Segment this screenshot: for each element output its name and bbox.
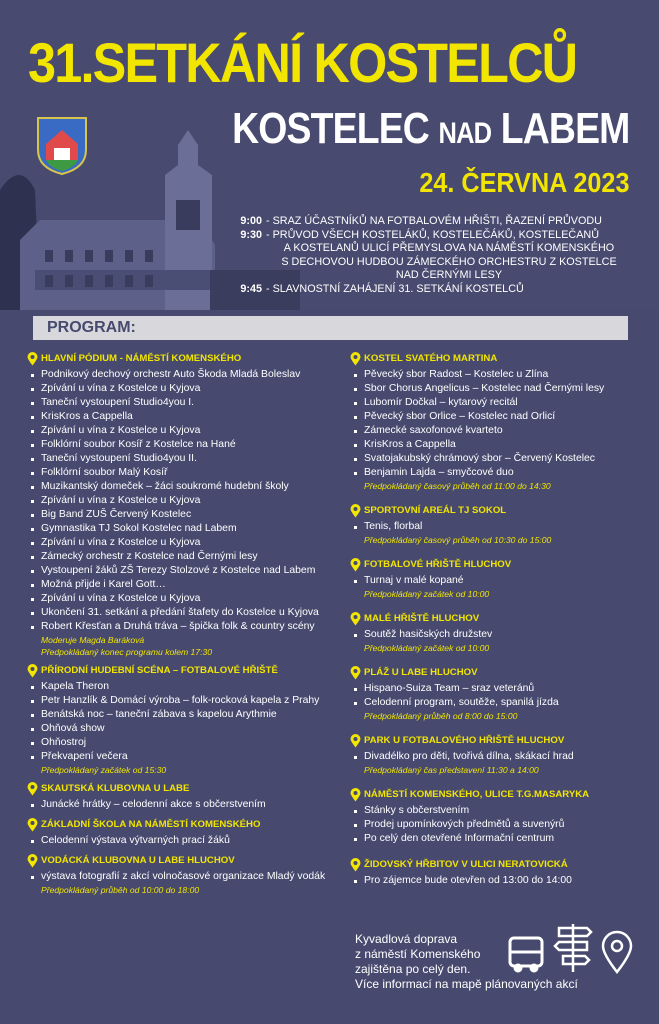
program-section bbox=[27, 854, 327, 896]
section-heading bbox=[350, 352, 640, 366]
program-item: Podnikový dechový orchestr Auto Škoda Mladá Boleslav bbox=[27, 368, 327, 382]
program-item: Svatojakubský chrámový sbor – Červený Kostelec bbox=[350, 452, 640, 466]
section-note: Předpokládaný začátek od 15:30 bbox=[41, 765, 167, 775]
program-item: Prodej upomínkových předmětů a suvenýrů bbox=[350, 818, 640, 832]
program-item: Gymnastika TJ Sokol Kostelec nad Labem bbox=[27, 522, 327, 536]
section-items bbox=[27, 368, 327, 634]
section-heading bbox=[350, 788, 640, 802]
program-item: Robert Křesťan a Druhá tráva – špička folk & country scény bbox=[27, 620, 327, 634]
location-pin-icon bbox=[27, 352, 38, 366]
schedule-time: 9:30 bbox=[240, 228, 262, 241]
transport-line: zajištěna po celý den. bbox=[355, 962, 471, 976]
program-item: Po celý den otevřené Informační centrum bbox=[350, 832, 640, 846]
section-title: PARK U FOTBALOVÉHO HŘIŠTĚ HLUCHOV bbox=[364, 735, 565, 746]
program-item: Zpívání u vína z Kostelce u Kyjova bbox=[27, 592, 327, 606]
section-title: ŽIDOVSKÝ HŘBITOV V ULICI NERATOVICKÁ bbox=[364, 859, 568, 870]
section-items bbox=[350, 750, 640, 764]
section-items bbox=[27, 680, 327, 764]
signpost-icon bbox=[555, 924, 591, 972]
program-item: výstava fotografií z akcí volnočasové organizace Mladý vodák bbox=[27, 870, 327, 884]
town-name-end: LABEM bbox=[500, 104, 629, 153]
section-note: Předpokládaný čas představení 11:30 a 14:00 bbox=[364, 765, 539, 775]
program-item: Petr Hanzlík & Domácí výroba – folk-rocková kapela z Prahy bbox=[27, 694, 327, 708]
program-section bbox=[350, 734, 640, 776]
section-heading bbox=[27, 352, 327, 366]
section-items bbox=[27, 870, 327, 884]
location-pin-icon bbox=[27, 818, 38, 832]
section-items bbox=[27, 834, 327, 848]
program-item: Sbor Chorus Angelicus – Kostelec nad Černými lesy bbox=[350, 382, 640, 396]
program-section bbox=[27, 782, 327, 812]
schedule-text: S DECHOVOU HUDBOU ZÁMECKÉHO ORCHESTRU Z KOSTELCE bbox=[281, 255, 617, 268]
program-section bbox=[27, 664, 327, 776]
section-title: SKAUTSKÁ KLUBOVNA U LABE bbox=[41, 783, 190, 794]
program-item: Ohňostroj bbox=[27, 736, 327, 750]
section-note: Předpokládaný začátek od 10:00 bbox=[364, 589, 490, 599]
hero bbox=[0, 0, 659, 310]
section-note: Předpokládaný začátek od 10:00 bbox=[364, 643, 490, 653]
section-heading bbox=[350, 666, 640, 680]
program-item: Taneční vystoupení Studio4you II. bbox=[27, 452, 327, 466]
program-section bbox=[350, 558, 640, 600]
section-items bbox=[27, 798, 327, 812]
location-pin-icon bbox=[350, 612, 361, 626]
section-note: Předpokládaný časový průběh od 11:00 do 14:30 bbox=[364, 481, 551, 491]
location-pin-icon bbox=[27, 782, 38, 796]
program-item: Pěvecký sbor Orlice – Kostelec nad Orlicí bbox=[350, 410, 640, 424]
section-title: MALÉ HŘIŠTĚ HLUCHOV bbox=[364, 613, 480, 624]
section-title: SPORTOVNÍ AREÁL TJ SOKOL bbox=[364, 505, 507, 516]
schedule-row bbox=[236, 269, 632, 283]
program-item: Zpívání u vína z Kostelce u Kyjova bbox=[27, 424, 327, 438]
section-items bbox=[350, 682, 640, 710]
schedule-time: 9:00 bbox=[240, 215, 262, 227]
schedule-time bbox=[236, 242, 266, 256]
section-heading bbox=[350, 504, 640, 518]
program-item: Soutěž hasičských družstev bbox=[350, 628, 640, 642]
schedule-time bbox=[236, 256, 266, 270]
program-item: Tenis, florbal bbox=[350, 520, 640, 534]
section-heading bbox=[350, 612, 640, 626]
location-pin-icon bbox=[350, 666, 361, 680]
section-title: ZÁKLADNÍ ŠKOLA NA NÁMĚSTÍ KOMENSKÉHO bbox=[41, 819, 261, 830]
transport-line: Více informací na mapě plánovaných akcí bbox=[355, 977, 578, 991]
section-items bbox=[350, 368, 640, 480]
schedule-text: - PRŮVOD VŠECH KOSTELÁKŮ, KOSTELEČÁKŮ, KOSTELEČANŮ bbox=[266, 228, 599, 241]
program-section bbox=[350, 504, 640, 546]
program-item: Pro zájemce bude otevřen od 13:00 do 14:00 bbox=[350, 874, 640, 888]
program-section bbox=[350, 666, 640, 722]
program-item: Celodenní program, soutěže, spanilá jízda bbox=[350, 696, 640, 710]
location-pin-icon bbox=[350, 558, 361, 572]
schedule-row bbox=[236, 229, 632, 243]
section-heading bbox=[27, 854, 327, 868]
section-title: PLÁŽ U LABE HLUCHOV bbox=[364, 667, 478, 678]
program-item: Zpívání u vína z Kostelce u Kyjova bbox=[27, 494, 327, 508]
program-item: Zámecký orchestr z Kostelce nad Černými lesy bbox=[27, 550, 327, 564]
program-item: Pěvecký sbor Radost – Kostelec u Zlína bbox=[350, 368, 640, 382]
program-item: Ohňová show bbox=[27, 722, 327, 736]
program-item: Turnaj v malé kopané bbox=[350, 574, 640, 588]
schedule-text: - SRAZ ÚČASTNÍKŮ NA FOTBALOVÉM HŘIŠTI, ŘAZENÍ PRŮVODU bbox=[266, 215, 602, 227]
program-left-column bbox=[27, 352, 327, 902]
program-item: Kapela Theron bbox=[27, 680, 327, 694]
section-note: Předpokládaný časový průběh od 10:30 do 15:00 bbox=[364, 535, 552, 545]
section-heading bbox=[27, 818, 327, 832]
section-title: VODÁCKÁ KLUBOVNA U LABE HLUCHOV bbox=[41, 855, 235, 866]
program-item: KrisKros a Cappella bbox=[27, 410, 327, 424]
program-section bbox=[27, 352, 327, 658]
program-section bbox=[350, 788, 640, 846]
section-items bbox=[350, 520, 640, 534]
section-heading bbox=[350, 734, 640, 748]
program-section bbox=[27, 818, 327, 848]
section-title: KOSTEL SVATÉHO MARTINA bbox=[364, 353, 498, 364]
section-title: FOTBALOVÉ HŘIŠTĚ HLUCHOV bbox=[364, 559, 512, 570]
town-name-main: KOSTELEC bbox=[231, 104, 429, 153]
program-item: Zámecké saxofonové kvarteto bbox=[350, 424, 640, 438]
transport-line: z náměstí Komenského bbox=[355, 947, 481, 961]
town-name bbox=[232, 104, 629, 154]
location-pin-icon bbox=[350, 858, 361, 872]
program-item: KrisKros a Cappella bbox=[350, 438, 640, 452]
location-pin-icon bbox=[350, 352, 361, 366]
section-heading bbox=[350, 558, 640, 572]
section-items bbox=[350, 628, 640, 642]
location-pin-icon bbox=[27, 664, 38, 678]
program-item: Divadélko pro děti, tvořivá dílna, skákací hrad bbox=[350, 750, 640, 764]
section-heading bbox=[350, 858, 640, 872]
section-title: PŘÍRODNÍ HUDEBNÍ SCÉNA – FOTBALOVÉ HŘIŠTĚ bbox=[41, 665, 278, 676]
program-item: Junácké hrátky – celodenní akce s občerstvením bbox=[27, 798, 327, 812]
program-item: Vystoupení žáků ZŠ Terezy Stolzové z Kostelce nad Labem bbox=[27, 564, 327, 578]
section-note: Předpokládaný průběh od 10:00 do 18:00 bbox=[41, 885, 200, 895]
program-item: Překvapení večera bbox=[27, 750, 327, 764]
schedule-row bbox=[236, 283, 632, 297]
section-note: Předpokládaný konec programu kolem 17:30 bbox=[41, 647, 213, 657]
schedule-row bbox=[236, 215, 632, 229]
location-pin-icon bbox=[350, 788, 361, 802]
section-heading bbox=[27, 664, 327, 678]
schedule-time: 9:45 bbox=[240, 282, 262, 295]
program-item: Zpívání u vína z Kostelce u Kyjova bbox=[27, 382, 327, 396]
bus-icon bbox=[510, 938, 542, 971]
program-section bbox=[350, 352, 640, 492]
section-items bbox=[350, 874, 640, 888]
program-item: Hispano-Suiza Team – sraz veteránů bbox=[350, 682, 640, 696]
section-note: Předpokládaný průběh od 8:00 do 15:00 bbox=[364, 711, 518, 721]
program-item: Benátská noc – taneční zábava s kapelou Arythmie bbox=[27, 708, 327, 722]
program-item: Ukončení 31. setkání a předání štafety do Kostelce u Kyjova bbox=[27, 606, 327, 620]
map-pin-icon bbox=[603, 932, 631, 972]
location-pin-icon bbox=[350, 504, 361, 518]
schedule-text: - SLAVNOSTNÍ ZAHÁJENÍ 31. SETKÁNÍ KOSTELCŮ bbox=[266, 282, 524, 295]
event-title: 31.SETKÁNÍ KOSTELCŮ bbox=[28, 31, 577, 94]
schedule bbox=[236, 215, 632, 297]
program-item: Lubomír Dočkal – kytarový recitál bbox=[350, 396, 640, 410]
program-right-column bbox=[350, 352, 640, 900]
section-title: NÁMĚSTÍ KOMENSKÉHO, ULICE T.G.MASARYKA bbox=[364, 789, 590, 800]
program-item: Benjamin Lajda – smyčcové duo bbox=[350, 466, 640, 480]
program-item: Taneční vystoupení Studio4you I. bbox=[27, 396, 327, 410]
program-section bbox=[350, 612, 640, 654]
section-items bbox=[350, 574, 640, 588]
program-item: Muzikantský domeček – žáci soukromé hudební školy bbox=[27, 480, 327, 494]
program-item: Stánky s občerstvením bbox=[350, 804, 640, 818]
program-item: Folklórní soubor Kosíř z Kostelce na Hané bbox=[27, 438, 327, 452]
section-heading bbox=[27, 782, 327, 796]
program-heading: PROGRAM: bbox=[33, 316, 628, 340]
schedule-row bbox=[236, 256, 632, 270]
schedule-text: A KOSTELANŮ ULICÍ PŘEMYSLOVA NA NÁMĚSTÍ KOMENSKÉHO bbox=[283, 242, 615, 255]
section-items bbox=[350, 804, 640, 846]
schedule-time bbox=[236, 269, 266, 283]
event-date: 24. ČERVNA 2023 bbox=[418, 167, 629, 198]
transport-icons bbox=[505, 920, 635, 980]
transport-line: Kyvadlová doprava bbox=[355, 932, 458, 946]
location-pin-icon bbox=[27, 854, 38, 868]
location-pin-icon bbox=[350, 734, 361, 748]
program-item: Možná přijde i Karel Gott… bbox=[27, 578, 327, 592]
town-name-small: NAD bbox=[438, 117, 491, 150]
section-note: Moderuje Magda Baráková bbox=[41, 635, 145, 645]
schedule-text: NAD ČERNÝMI LESY bbox=[395, 269, 503, 282]
town-crest-icon bbox=[36, 116, 88, 176]
section-title: HLAVNÍ PÓDIUM - NÁMĚSTÍ KOMENSKÉHO bbox=[41, 353, 242, 364]
program-section bbox=[350, 858, 640, 888]
program-item: Folklórní soubor Malý Kosíř bbox=[27, 466, 327, 480]
program-item: Zpívání u vína z Kostelce u Kyjova bbox=[27, 536, 327, 550]
program-item: Big Band ZUŠ Červený Kostelec bbox=[27, 508, 327, 522]
schedule-row bbox=[236, 242, 632, 256]
program-item: Celodenní výstava výtvarných prací žáků bbox=[27, 834, 327, 848]
